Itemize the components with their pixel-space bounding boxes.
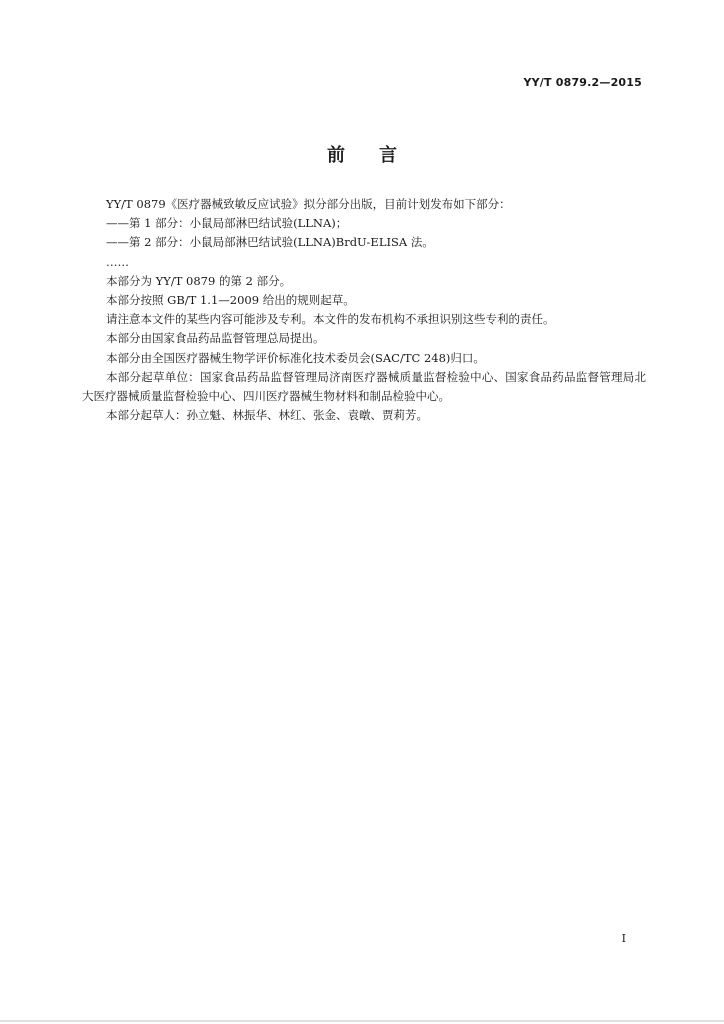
paragraph-patent-notice: 请注意本文件的某些内容可能涉及专利。本文件的发布机构不承担识别这些专利的责任。 (106, 312, 555, 327)
paragraph-part-1: ——第 1 部分：小鼠局部淋巴结试验(LLNA)； (106, 216, 348, 231)
paragraph-ellipsis: …… (106, 254, 129, 269)
paragraph-drafters: 本部分起草人：孙立魁、林振华、林红、张金、袁暾、贾莉芳。 (106, 408, 428, 423)
standard-code: YY/T 0879.2—2015 (523, 76, 642, 89)
bottom-divider (0, 1020, 724, 1022)
paragraph-technical-committee: 本部分由全国医疗器械生物学评价标准化技术委员会(SAC/TC 248)归口。 (106, 350, 485, 365)
foreword-body (82, 195, 646, 425)
paragraph-series-intro: YY/T 0879《医疗器械致敏反应试验》拟分部分出版，目前计划发布如下部分： (106, 197, 511, 211)
page-title: 前言 (327, 145, 431, 166)
page-number: I (621, 932, 626, 945)
paragraph-drafting-rules: 本部分按照 GB/T 1.1—2009 给出的规则起草。 (106, 293, 355, 308)
paragraph-this-part: 本部分为 YY/T 0879 的第 2 部分。 (106, 273, 292, 288)
paragraph-drafting-units: 本部分起草单位：国家食品药品监督管理局济南医疗器械质量监督检验中心、国家食品药品监督管理局北大医疗器械质量监督检验中心、四川医疗器械生物材料和制品检验中心。 (82, 369, 646, 404)
paragraph-part-2: ——第 2 部分：小鼠局部淋巴结试验(LLNA)BrdU-ELISA 法。 (106, 235, 434, 250)
paragraph-proposed-by: 本部分由国家食品药品监督管理总局提出。 (106, 331, 325, 346)
